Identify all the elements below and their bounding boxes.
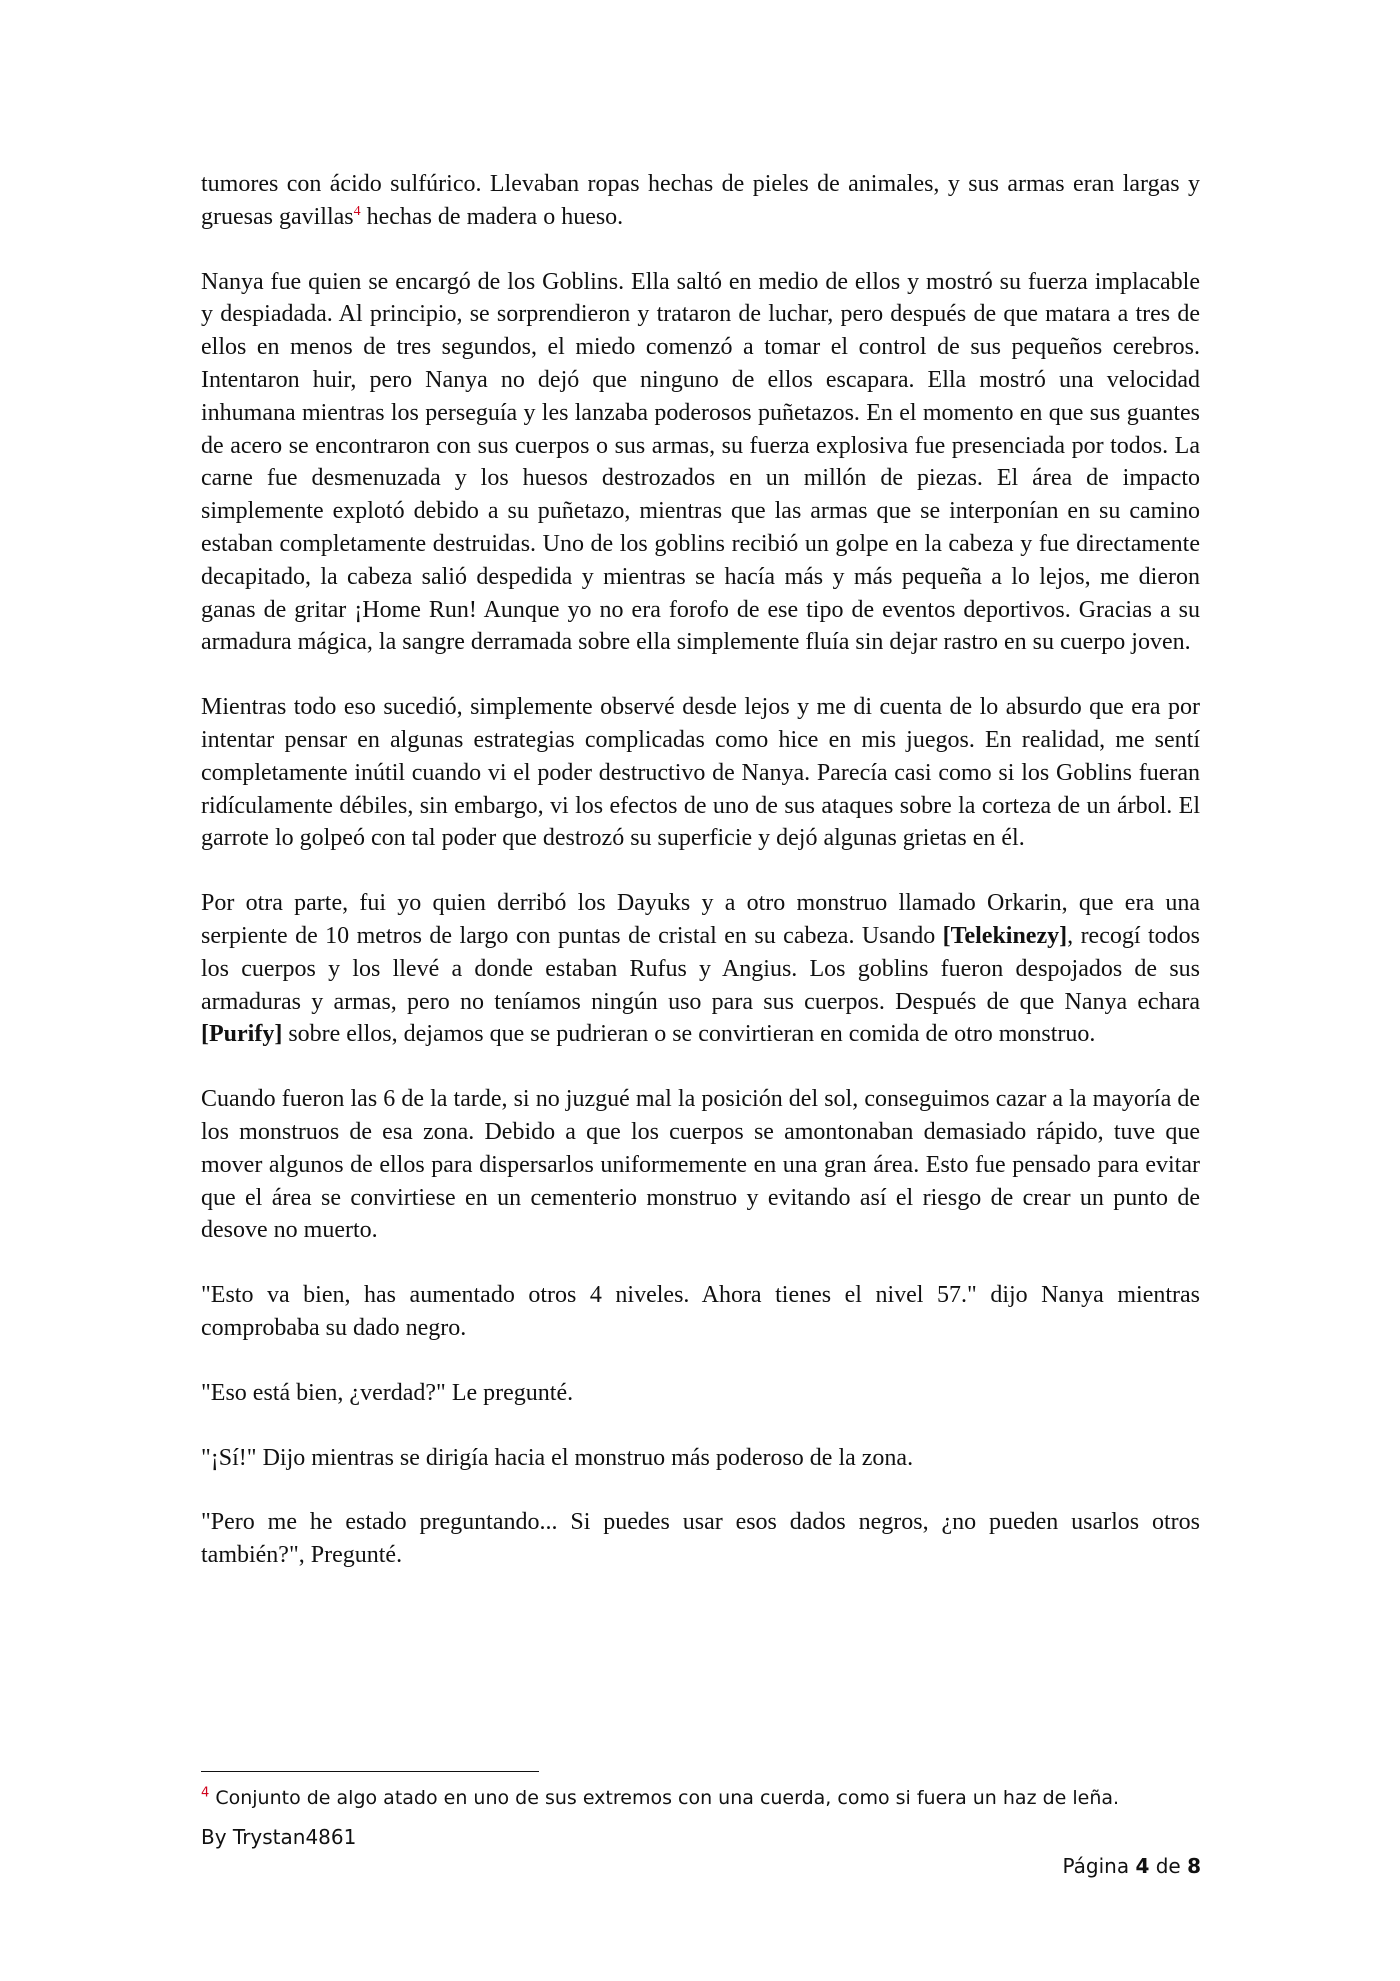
paragraph-6: "Esto va bien, has aumentado otros 4 niveles. Ahora tienes el nivel 57." dijo Nanya mientras comprobaba su dado negro. — [201, 1282, 1200, 1341]
footnote-reference-4[interactable]: 4 — [353, 203, 361, 219]
page-number-label: Página — [1062, 1854, 1136, 1878]
paragraph-2: Nanya fue quien se encargó de los Goblins. Ella saltó en medio de ellos y mostró su fuerza implacable y despiadada. Al principio, se sorprendieron y trataron de luchar, pero después de que matara a tres de ellos en menos de tres segundos, el miedo comenzó a tomar el control de sus pequeños cerebros. Intentaron huir, pero Nanya no dejó que ninguno de ellos escapara. Ella mostró una velocidad inhumana mientras los perseguía y les lanzaba poderosos puñetazos. En el momento en que sus guantes de acero se encontraron con sus cuerpos o sus armas, su fuerza explosiva fue presenciada por todos. La carne fue desmenuzada y los huesos destrozados en un millón de piezas. El área de impacto simplemente explotó debido a su puñetazo, mientras que las armas que se interponían en su camino estaban completamente destruidas. Uno de los goblins recibió un golpe en la cabeza y fue directamente decapitado, la cabeza salió despedida y mientras se hacía más y más pequeña a lo lejos, me dieron ganas de gritar ¡Home Run! Aunque yo no era forofo de ese tipo de eventos deportivos. Gracias a su armadura mágica, la sangre derramada sobre ella simplemente fluía sin dejar rastro en su cuerpo joven. — [201, 268, 1200, 656]
paragraph-7: "Eso está bien, ¿verdad?" Le pregunté. — [201, 1379, 574, 1406]
paragraph-4-text-b: , recogí todos los cuerpos y los llevé a donde estaban Rufus y Angius. Los goblins fueron despojados de sus armaduras y armas, pero no teníamos ningún uso para sus cuerpos. Después de que Nanya echara — [201, 922, 1200, 1015]
paragraph-5: Cuando fueron las 6 de la tarde, si no juzgué mal la posición del sol, conseguimos cazar a la mayoría de los monstruos de esa zona. Debido a que los cuerpos se amontonaban demasiado rápido, tuve que mover algunos de ellos para dispersarlos uniformemente en una gran área. Esto fue pensado para evitar que el área se convirtiese en un cementerio monstruo y evitando así el riesgo de crear un punto de desove no muerto. — [201, 1086, 1200, 1244]
page-body — [201, 168, 1200, 1604]
page-number-current: 4 — [1135, 1854, 1150, 1878]
paragraph-4 — [201, 887, 1200, 1051]
page-number-total: 8 — [1187, 1854, 1201, 1878]
paragraph-1-text-b: hechas de madera o hueso. — [360, 203, 624, 230]
paragraph-1-text-a: tumores con ácido sulfúrico. Llevaban ropas hechas de pieles de animales, y sus armas eran largas y gruesas gavillas — [201, 171, 1200, 230]
paragraph-9: "Pero me he estado preguntando... Si puedes usar esos dados negros, ¿no pueden usarlos otros también?", Pregunté. — [201, 1509, 1200, 1569]
page-number-separator: de — [1149, 1854, 1188, 1878]
footnote — [201, 1786, 1201, 1810]
footnote-separator — [201, 1771, 539, 1772]
paragraph-4-text-c: sobre ellos, dejamos que se pudrieran o se convirtieran en comida de otro monstruo. — [282, 1021, 1096, 1048]
paragraph-1 — [201, 168, 1200, 234]
paragraph-4-text-a: Por otra parte, fui yo quien derribó los Dayuks y a otro monstruo llamado Orkarin, que era una serpiente de 10 metros de largo con puntas de cristal en su cabeza. Usando — [201, 890, 1200, 949]
footnote-text: Conjunto de algo atado en uno de sus extremos con una cuerda, como si fuera un haz de leña. — [215, 1787, 1120, 1809]
paragraph-3: Mientras todo eso sucedió, simplemente observé desde lejos y me di cuenta de lo absurdo que era por intentar pensar en algunas estrategias complicadas como hice en mis juegos. En realidad, me sentí completamente inútil cuando vi el poder destructivo de Nanya. Parecía casi como si los Goblins fueran ridículamente débiles, sin embargo, vi los efectos de uno de sus ataques sobre la corteza de un árbol. El garrote lo golpeó con tal poder que destrozó su superficie y dejó algunas grietas en él. — [201, 694, 1200, 852]
author-credit: By Trystan4861 — [201, 1825, 357, 1849]
skill-purify: [Purify] — [201, 1021, 283, 1048]
skill-telekinezy: [Telekinezy] — [942, 922, 1068, 949]
footnote-number: 4 — [201, 1785, 210, 1801]
paragraph-8: "¡Sí!" Dijo mientras se dirigía hacia el monstruo más poderoso de la zona. — [201, 1444, 914, 1471]
page-number — [1062, 1853, 1201, 1879]
